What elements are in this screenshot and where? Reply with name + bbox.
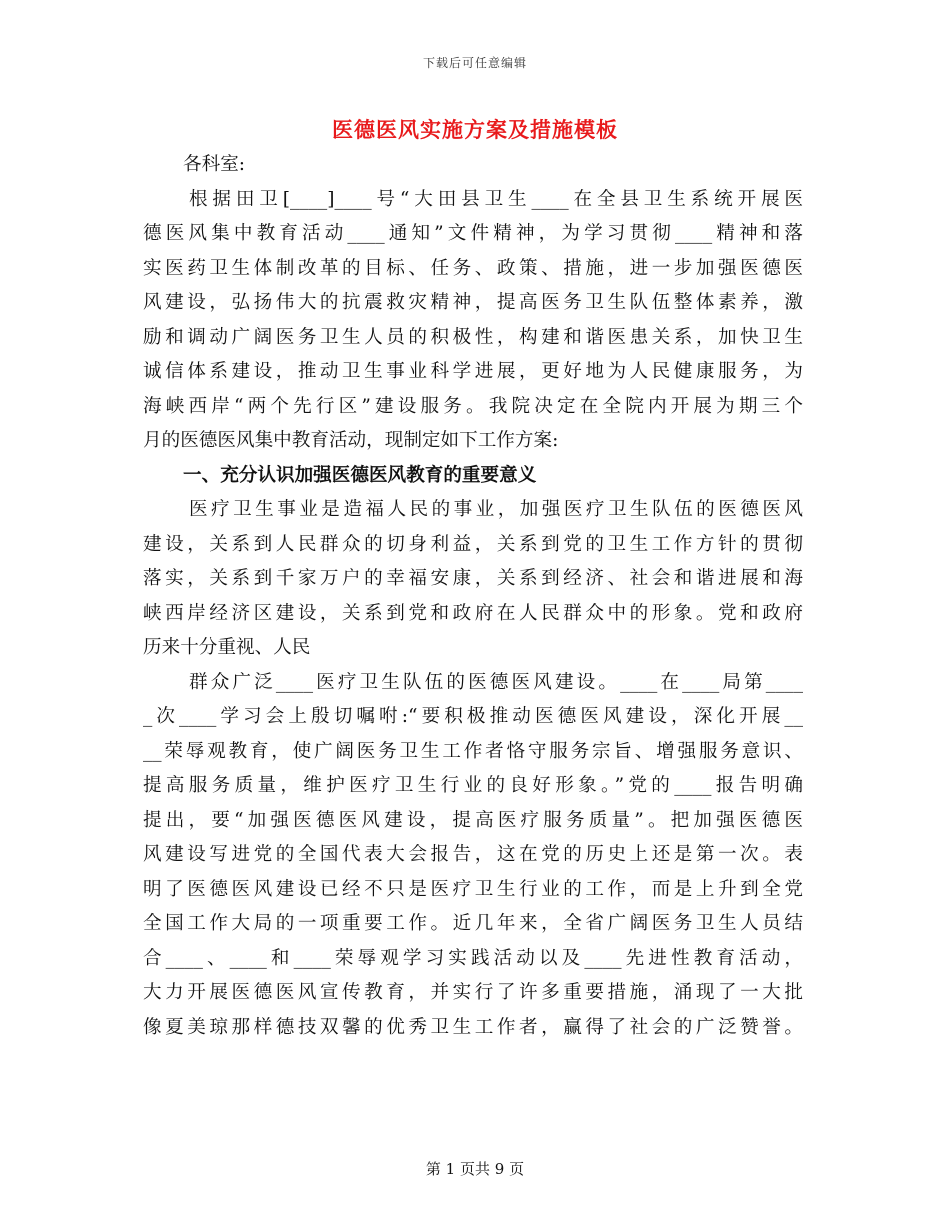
section-heading: 一、充分认识加强医德医风教育的重要意义 bbox=[183, 464, 537, 486]
paragraph-line: 德医风集中教育活动____通知”文件精神，为学习贯彻____精神和落 bbox=[143, 223, 803, 244]
paragraph-line: 根据田卫[____]____号“大田县卫生____在全县卫生系统开展医 bbox=[189, 188, 803, 210]
paragraph-line: 风建设，弘扬伟大的抗震救灾精神，提高医务卫生队伍整体素养，激 bbox=[143, 292, 803, 313]
paragraph-line: 诚信体系建设，推动卫生事业科学进展，更好地为人民健康服务，为 bbox=[143, 361, 803, 382]
paragraph-line: 医疗卫生事业是造福人民的事业，加强医疗卫生队伍的医德医风 bbox=[189, 499, 803, 520]
paragraph-line: 大力开展医德医风宣传教育，并实行了许多重要措施，涌现了一大批 bbox=[143, 982, 803, 1003]
paragraph-line: 提高服务质量，维护医疗卫生行业的良好形象。”党的____报告明确 bbox=[143, 775, 803, 796]
document-body bbox=[143, 148, 803, 1045]
paragraph-line: 海峡西岸“两个先行区”建设服务。我院决定在全院内开展为期三个 bbox=[143, 395, 803, 417]
page-footer: 第 1 页共 9 页 bbox=[425, 1160, 525, 1178]
paragraph-line: 像夏美琼那样德技双馨的优秀卫生工作者，赢得了社会的广泛赞誉。 bbox=[143, 1016, 803, 1038]
greeting-line: 各科室: bbox=[183, 154, 246, 175]
document-title: 医德医风实施方案及措施模板 bbox=[332, 117, 618, 142]
paragraph-line: 历来十分重视、人民 bbox=[143, 637, 311, 658]
paragraph-line: 落实，关系到千家万户的幸福安康，关系到经济、社会和谐进展和海 bbox=[143, 568, 803, 589]
page-header: 下载后可任意编辑 bbox=[422, 56, 527, 70]
paragraph-line: 明了医德医风建设已经不只是医疗卫生行业的工作，而是上升到全党 bbox=[143, 878, 803, 900]
paragraph-3 bbox=[143, 666, 803, 1046]
paragraph-line: __荣辱观教育，使广阔医务卫生工作者恪守服务宗旨、增强服务意识、 bbox=[143, 740, 803, 762]
paragraph-line: _次____学习会上殷切嘱咐:“要积极推动医德医风建设，深化开展__ bbox=[143, 706, 803, 727]
paragraph-line: 励和调动广阔医务卫生人员的积极性，构建和谐医患关系，加快卫生 bbox=[143, 326, 803, 348]
paragraph-line: 建设，关系到人民群众的切身利益，关系到党的卫生工作方针的贯彻 bbox=[143, 533, 803, 555]
paragraph-line: 提出，要“加强医德医风建设，提高医疗服务质量”。把加强医德医 bbox=[143, 809, 803, 831]
paragraph-line: 月的医德医风集中教育活动，现制定如下工作方案: bbox=[143, 430, 559, 451]
paragraph-line: 群众广泛____医疗卫生队伍的医德医风建设。____在____局第____ bbox=[189, 671, 803, 693]
paragraph-line: 全国工作大局的一项重要工作。近几年来，全省广阔医务卫生人员结 bbox=[143, 913, 803, 934]
paragraph-line: 峡西岸经济区建设，关系到党和政府在人民群众中的形象。党和政府 bbox=[143, 602, 803, 624]
paragraph-1 bbox=[143, 183, 803, 459]
paragraph-2 bbox=[143, 493, 803, 666]
paragraph-line: 风建设写进党的全国代表大会报告，这在党的历史上还是第一次。表 bbox=[143, 844, 803, 865]
paragraph-line: 合____、____和____荣辱观学习实践活动以及____先进性教育活动， bbox=[143, 947, 803, 969]
paragraph-line: 实医药卫生体制改革的目标、任务、政策、措施，进一步加强医德医 bbox=[143, 257, 803, 279]
